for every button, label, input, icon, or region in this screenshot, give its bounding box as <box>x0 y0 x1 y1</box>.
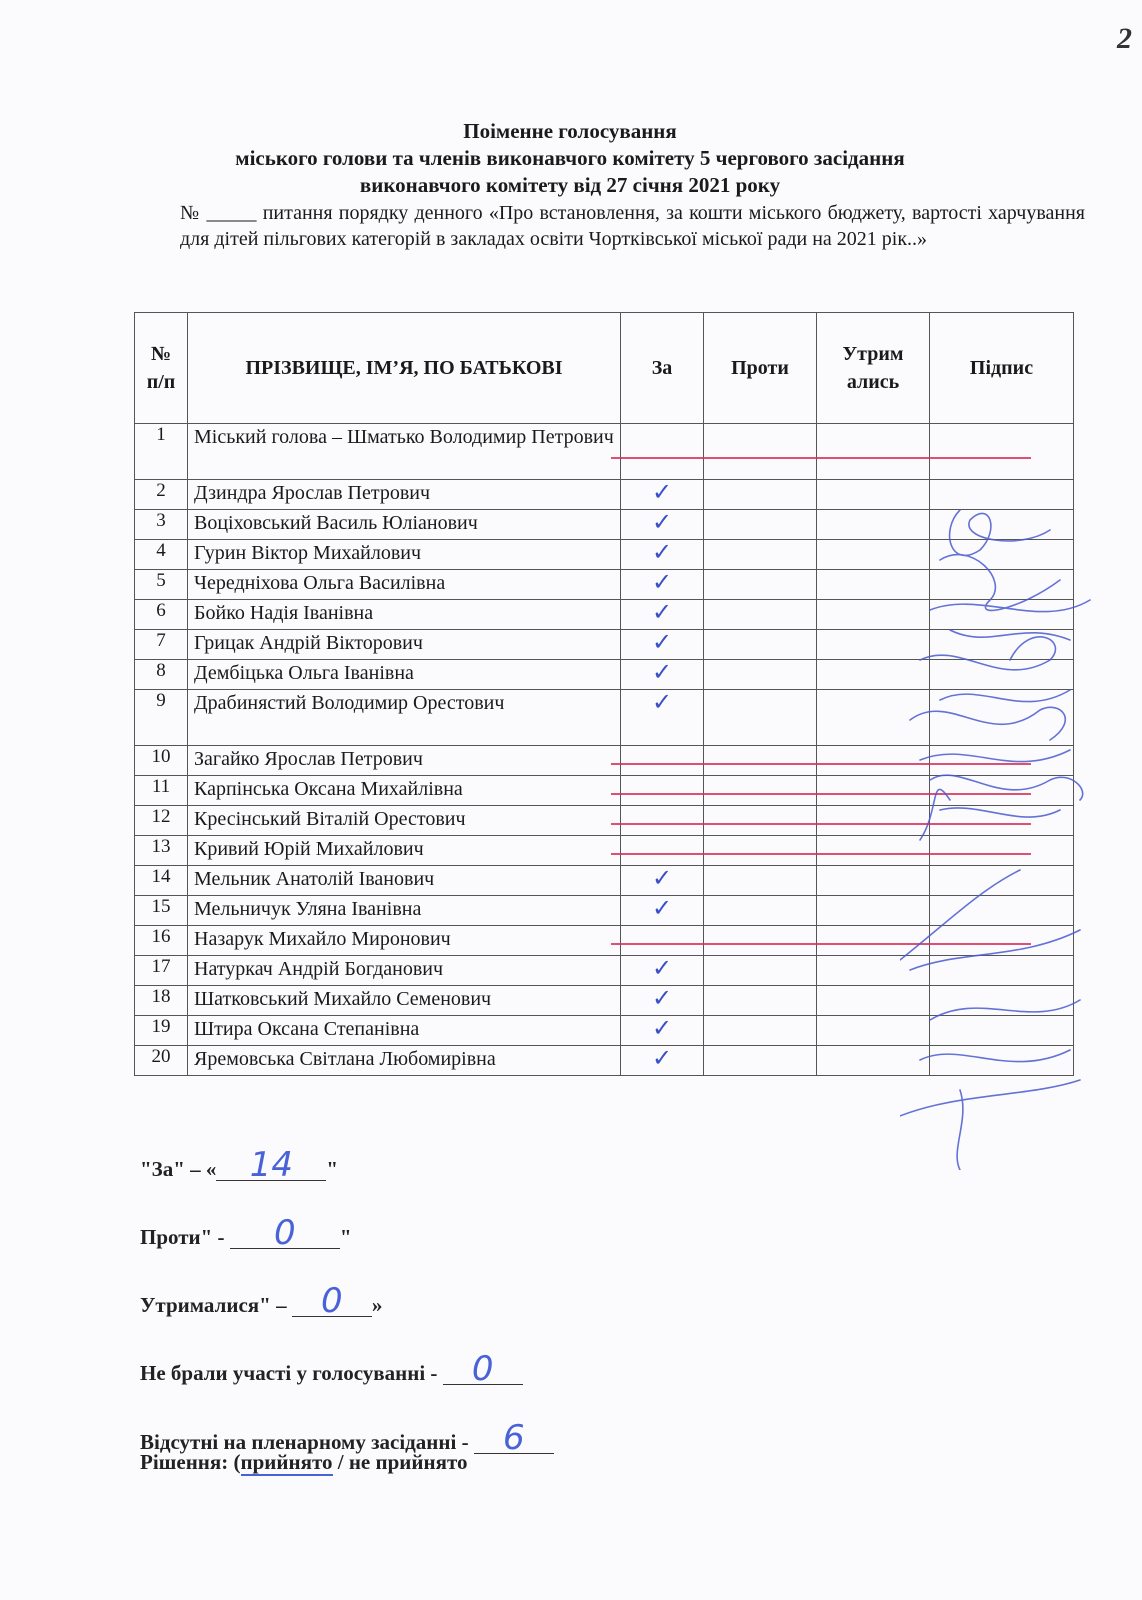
decision-accepted: прийнято <box>240 1450 333 1474</box>
row-number: 8 <box>135 660 188 690</box>
row-number: 17 <box>135 956 188 986</box>
row-for-mark: ✓ <box>621 866 704 896</box>
agenda-text: питання порядку денного «Про встановлення, за кошти міського бюджету, вартості харчування для дітей пільгових категорій в закладах освіти Чортківської міської ради на 2021 рік..» <box>180 202 1085 250</box>
summary-for-value: 14 <box>216 1150 326 1181</box>
row-abstained-mark <box>817 424 930 480</box>
summary-not-voted-value: 0 <box>443 1354 523 1385</box>
row-against-mark <box>704 540 817 570</box>
summary-against <box>140 1213 523 1253</box>
row-for-mark <box>621 746 704 776</box>
row-name: Міський голова – Шматько Володимир Петрович <box>188 424 621 480</box>
row-name: Драбинястий Володимир Орестович <box>188 690 621 746</box>
title-line-3: виконавчого комітету від 27 січня 2021 року <box>359 173 781 197</box>
row-against-mark <box>704 630 817 660</box>
document-title <box>150 118 990 199</box>
decision-line <box>140 1450 467 1475</box>
row-number: 4 <box>135 540 188 570</box>
summary-not-voted <box>140 1349 523 1389</box>
row-number: 7 <box>135 630 188 660</box>
row-name: Воціховський Василь Юліанович <box>188 510 621 540</box>
header-for: За <box>621 313 704 424</box>
row-number: 16 <box>135 926 188 956</box>
row-number: 20 <box>135 1046 188 1076</box>
agenda-item <box>180 200 1085 252</box>
summary-absent-value: 6 <box>474 1423 554 1454</box>
row-for-mark: ✓ <box>621 480 704 510</box>
row-name: Грицак Андрій Вікторович <box>188 630 621 660</box>
row-name: Назарук Михайло Миронович <box>188 926 621 956</box>
row-name: Штира Оксана Степанівна <box>188 1016 621 1046</box>
row-name: Шатковський Михайло Семенович <box>188 986 621 1016</box>
title-line-2: міського голови та членів виконавчого комітету 5 чергового засідання <box>235 146 905 170</box>
summary-abstained-tail: » <box>371 1293 383 1317</box>
row-number: 15 <box>135 896 188 926</box>
row-against-mark <box>704 480 817 510</box>
row-against-mark <box>704 866 817 896</box>
summary-against-label: Проти" - <box>140 1225 225 1249</box>
row-name: Мельник Анатолій Іванович <box>188 866 621 896</box>
header-against: Проти <box>704 313 817 424</box>
row-for-mark <box>621 926 704 956</box>
summary-absent-label: Відсутні на пленарному засіданні - <box>140 1430 469 1454</box>
row-against-mark <box>704 746 817 776</box>
row-against-mark <box>704 690 817 746</box>
title-line-1: Поіменне голосування <box>463 119 677 143</box>
row-name: Загайко Ярослав Петрович <box>188 746 621 776</box>
row-number: 11 <box>135 776 188 806</box>
row-for-mark: ✓ <box>621 1016 704 1046</box>
summary-not-voted-label: Не брали участі у голосуванні - <box>140 1361 438 1385</box>
row-name: Чередніхова Ольга Василівна <box>188 570 621 600</box>
header-abstained: Утрим ались <box>817 313 930 424</box>
row-against-mark <box>704 424 817 480</box>
row-against-mark <box>704 510 817 540</box>
row-number: 12 <box>135 806 188 836</box>
row-against-mark <box>704 836 817 866</box>
row-name: Дзиндра Ярослав Петрович <box>188 480 621 510</box>
row-for-mark: ✓ <box>621 896 704 926</box>
agenda-number: № _____ <box>180 202 257 224</box>
row-for-mark <box>621 836 704 866</box>
row-name: Натуркач Андрій Богданович <box>188 956 621 986</box>
summary-for-tail: " <box>326 1157 339 1181</box>
row-against-mark <box>704 1046 817 1076</box>
row-for-mark: ✓ <box>621 986 704 1016</box>
row-name: Кресінський Віталій Орестович <box>188 806 621 836</box>
row-number: 9 <box>135 690 188 746</box>
row-for-mark <box>621 424 704 480</box>
row-against-mark <box>704 956 817 986</box>
signatures-scribble <box>900 490 1100 1170</box>
row-for-mark <box>621 806 704 836</box>
row-against-mark <box>704 926 817 956</box>
row-for-mark: ✓ <box>621 540 704 570</box>
row-for-mark <box>621 776 704 806</box>
header-name: ПРІЗВИЩЕ, ІМ’Я, ПО БАТЬКОВІ <box>188 313 621 424</box>
row-name: Карпінська Оксана Михайлівна <box>188 776 621 806</box>
summary-abstained-label: Утрималися" – <box>140 1293 287 1317</box>
row-number: 14 <box>135 866 188 896</box>
decision-rest: / не прийнято <box>332 1450 468 1474</box>
summary-for-label: "За" – « <box>140 1157 217 1181</box>
row-number: 5 <box>135 570 188 600</box>
row-against-mark <box>704 570 817 600</box>
row-number: 18 <box>135 986 188 1016</box>
row-against-mark <box>704 986 817 1016</box>
row-name: Яремовська Світлана Любомирівна <box>188 1046 621 1076</box>
row-number: 1 <box>135 424 188 480</box>
row-against-mark <box>704 660 817 690</box>
row-for-mark: ✓ <box>621 600 704 630</box>
row-against-mark <box>704 776 817 806</box>
page-number: 2 <box>1117 22 1132 55</box>
row-for-mark: ✓ <box>621 570 704 600</box>
header-signature: Підпис <box>930 313 1074 424</box>
row-for-mark: ✓ <box>621 630 704 660</box>
row-name: Мельничук Уляна Іванівна <box>188 896 621 926</box>
row-name: Бойко Надія Іванівна <box>188 600 621 630</box>
row-number: 13 <box>135 836 188 866</box>
summary-against-value: 0 <box>230 1218 340 1249</box>
row-number: 3 <box>135 510 188 540</box>
row-for-mark: ✓ <box>621 660 704 690</box>
row-against-mark <box>704 896 817 926</box>
summary-against-tail: " <box>339 1225 352 1249</box>
row-for-mark: ✓ <box>621 1046 704 1076</box>
row-number: 2 <box>135 480 188 510</box>
strike-line <box>611 457 1031 459</box>
table-row <box>135 424 1074 480</box>
row-name: Кривий Юрій Михайлович <box>188 836 621 866</box>
row-for-mark: ✓ <box>621 510 704 540</box>
row-against-mark <box>704 806 817 836</box>
row-signature <box>930 424 1074 480</box>
row-for-mark: ✓ <box>621 690 704 746</box>
row-for-mark: ✓ <box>621 956 704 986</box>
row-name: Гурин Віктор Михайлович <box>188 540 621 570</box>
summary-abstained-value: 0 <box>292 1286 372 1317</box>
header-number: № п/п <box>135 313 188 424</box>
row-number: 10 <box>135 746 188 776</box>
row-number: 19 <box>135 1016 188 1046</box>
row-name: Дембіцька Ольга Іванівна <box>188 660 621 690</box>
row-against-mark <box>704 1016 817 1046</box>
row-against-mark <box>704 600 817 630</box>
decision-label: Рішення: ( <box>140 1450 241 1474</box>
summary-for <box>140 1145 523 1185</box>
row-number: 6 <box>135 600 188 630</box>
vote-summary <box>140 1145 523 1422</box>
summary-abstained <box>140 1281 523 1321</box>
